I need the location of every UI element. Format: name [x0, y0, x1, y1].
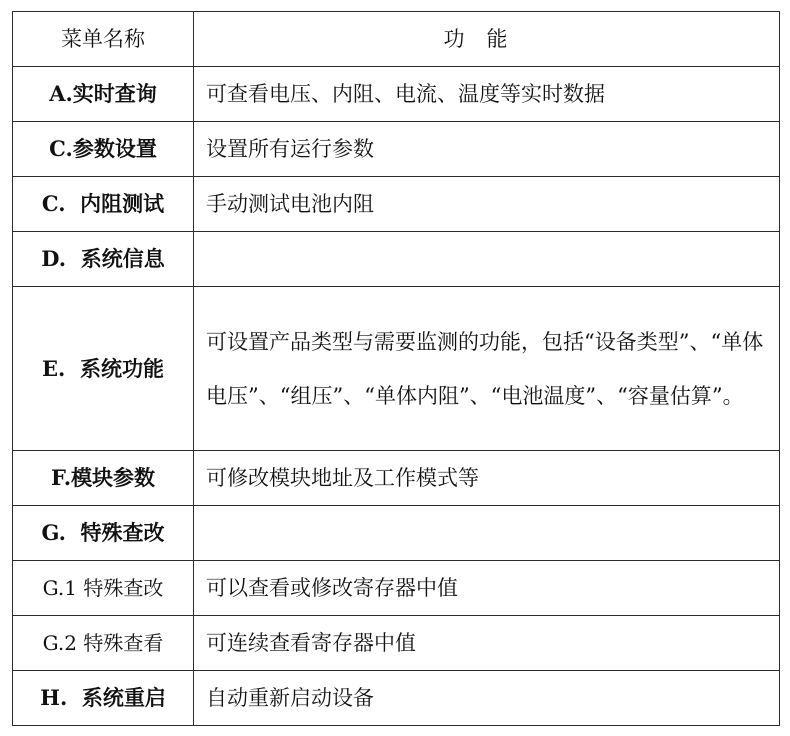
header-menu-name: 菜单名称 — [13, 12, 194, 67]
function-cell: 设置所有运行参数 — [194, 122, 780, 177]
menu-name-cell: A.实时查询 — [13, 67, 194, 122]
table-row — [13, 616, 780, 671]
menu-function-table — [12, 11, 780, 726]
function-cell: 可设置产品类型与需要监测的功能，包括“设备类型”、“单体电压”、“组压”、“单体内阻”、“电池温度”、“容量估算”。 — [194, 287, 780, 451]
menu-name-cell: F.模块参数 — [13, 451, 194, 506]
function-cell — [194, 506, 780, 561]
function-cell: 可查看电压、内阻、电流、温度等实时数据 — [194, 67, 780, 122]
table-row — [13, 561, 780, 616]
menu-name-cell: D. 系统信息 — [13, 232, 194, 287]
menu-name-cell: C.参数设置 — [13, 122, 194, 177]
function-cell — [194, 232, 780, 287]
menu-name-cell: G.2 特殊查看 — [13, 616, 194, 671]
function-cell: 可连续查看寄存器中值 — [194, 616, 780, 671]
function-cell: 手动测试电池内阻 — [194, 177, 780, 232]
table-header-row — [13, 12, 780, 67]
table-row — [13, 671, 780, 726]
menu-name-cell: C. 内阻测试 — [13, 177, 194, 232]
table-row — [13, 67, 780, 122]
function-cell: 自动重新启动设备 — [194, 671, 780, 726]
table-row — [13, 232, 780, 287]
function-cell: 可以查看或修改寄存器中值 — [194, 561, 780, 616]
table-row — [13, 122, 780, 177]
menu-name-cell: H. 系统重启 — [13, 671, 194, 726]
function-cell: 可修改模块地址及工作模式等 — [194, 451, 780, 506]
table-row — [13, 177, 780, 232]
menu-name-cell: G.1 特殊查改 — [13, 561, 194, 616]
menu-name-cell: G. 特殊查改 — [13, 506, 194, 561]
table-row — [13, 451, 780, 506]
table-row — [13, 287, 780, 451]
table-row — [13, 506, 780, 561]
header-function: 功能 — [194, 12, 780, 67]
menu-name-cell: E. 系统功能 — [13, 287, 194, 451]
